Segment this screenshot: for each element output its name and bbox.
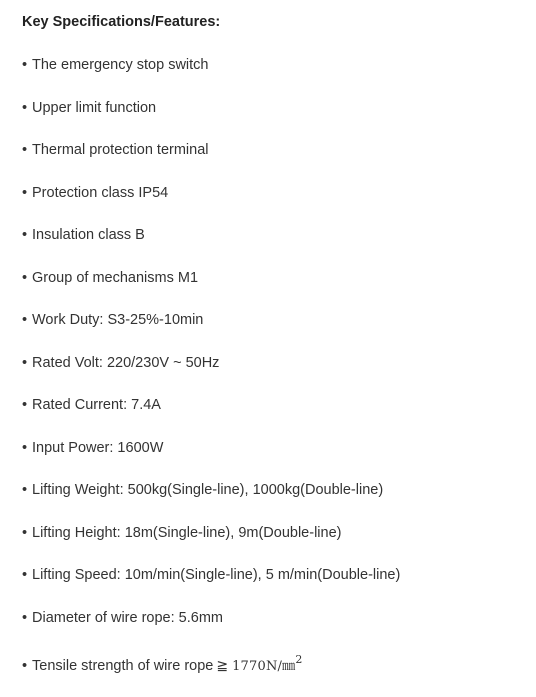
bullet-icon: • <box>22 524 28 541</box>
list-item <box>22 224 522 246</box>
bullet-icon: • <box>22 184 28 201</box>
spec-text: Rated Current: 7.4A <box>32 397 161 413</box>
list-item <box>22 437 522 459</box>
list-item <box>22 649 522 674</box>
spec-text: Input Power: 1600W <box>32 439 164 456</box>
greater-equal-symbol: ≧ <box>216 658 229 674</box>
list-item <box>22 607 522 629</box>
spec-text: Diameter of wire rope: 5.6mm <box>32 609 223 626</box>
list-item <box>22 182 522 204</box>
bullet-icon: • <box>22 227 28 243</box>
bullet-icon: • <box>22 312 28 328</box>
bullet-icon: • <box>22 354 28 371</box>
spec-label: Tensile strength of wire rope <box>32 658 214 674</box>
spec-text: Insulation class B <box>32 227 145 243</box>
bullet-icon: • <box>22 567 28 583</box>
spec-text: Group of mechanisms M1 <box>32 269 199 286</box>
list-item <box>22 564 522 586</box>
spec-text: Lifting Speed: 10m/min(Single-line), 5 m/min(Double-line) <box>32 567 401 583</box>
bullet-icon: • <box>22 57 28 73</box>
bullet-icon: • <box>22 99 28 116</box>
spec-text: Lifting Height: 18m(Single-line), 9m(Double-line) <box>32 524 342 541</box>
bullet-icon: • <box>22 609 28 626</box>
spec-text: Upper limit function <box>32 99 157 116</box>
list-item <box>22 394 522 416</box>
bullet-icon: • <box>22 482 28 498</box>
spec-text: Lifting Weight: 500kg(Single-line), 1000kg(Double-line) <box>32 482 384 498</box>
bullet-icon: • <box>22 269 28 286</box>
list-item <box>22 352 522 374</box>
spec-text: The emergency stop switch <box>32 57 209 73</box>
bullet-icon: • <box>22 658 28 674</box>
list-item <box>22 97 522 119</box>
spec-text: Rated Volt: 220/230V ~ 50Hz <box>32 354 220 371</box>
specifications-section <box>22 11 522 692</box>
superscript-exponent: 2 <box>295 653 303 666</box>
list-item <box>22 267 522 289</box>
spec-text: Protection class IP54 <box>32 184 169 201</box>
specifications-list <box>22 54 522 674</box>
list-item <box>22 479 522 501</box>
bullet-icon: • <box>22 142 28 158</box>
bullet-icon: • <box>22 397 28 413</box>
list-item <box>22 139 522 161</box>
specifications-heading: Key Specifications/Features: <box>22 14 221 30</box>
spec-text: Thermal protection terminal <box>32 142 209 158</box>
list-item <box>22 54 522 76</box>
spec-text: Work Duty: S3-25%-10min <box>32 312 204 328</box>
tensile-value: 1770N/㎜ <box>232 659 296 674</box>
list-item <box>22 522 522 544</box>
list-item <box>22 309 522 331</box>
bullet-icon: • <box>22 439 28 456</box>
